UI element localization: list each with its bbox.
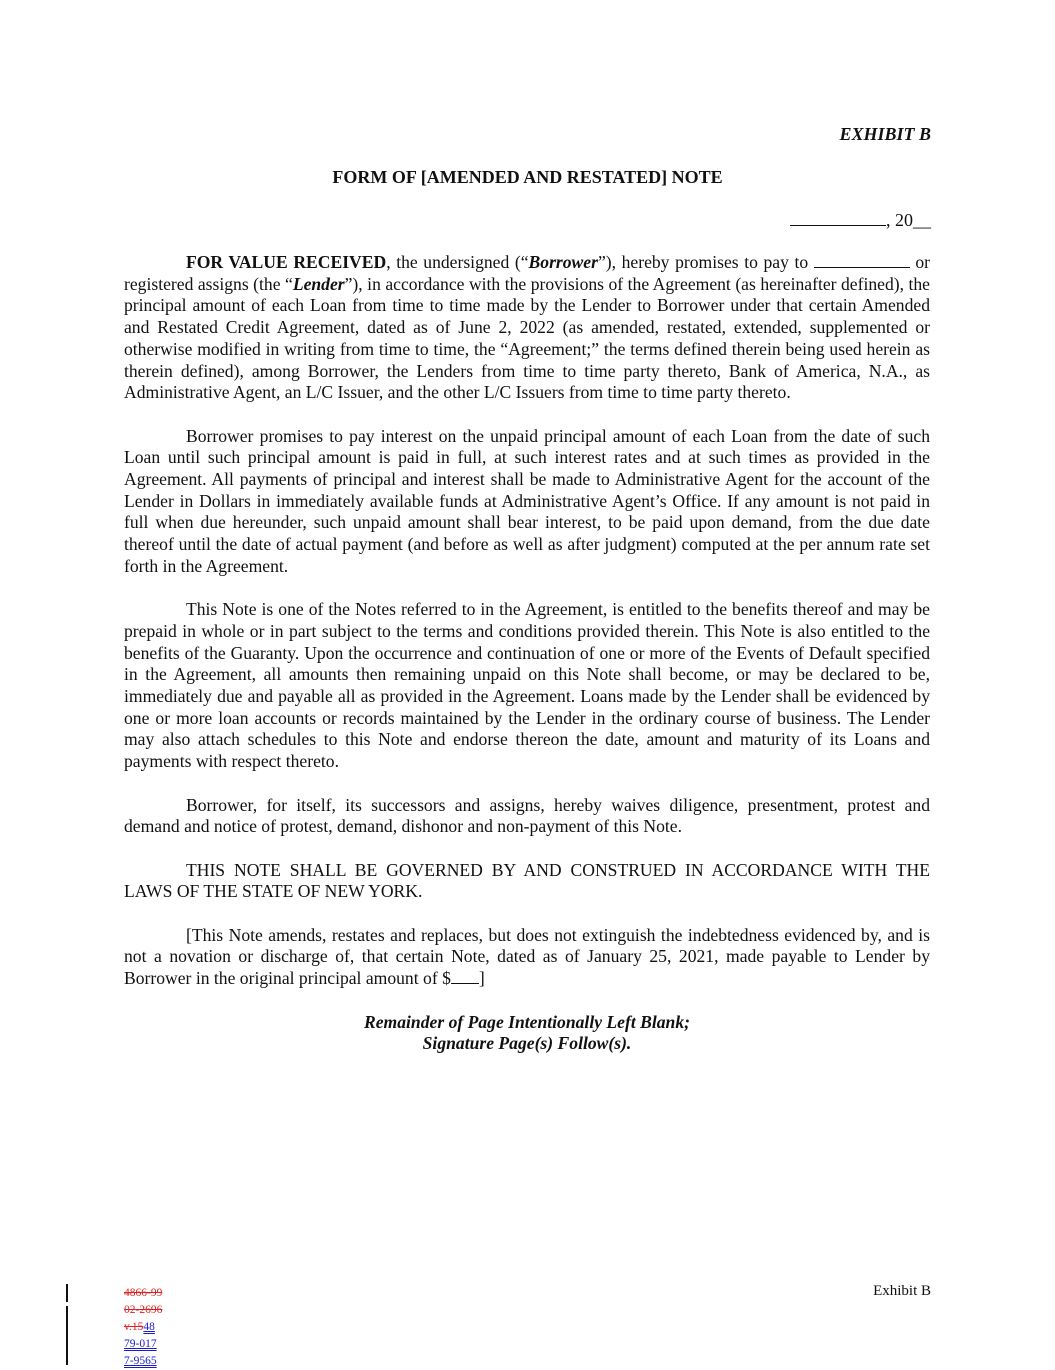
defined-term-borrower: Borrower [528, 252, 598, 272]
lender-blank [814, 252, 910, 268]
text-segment: ”), in accordance with the provisions of the Agreement (as hereinafter defined), the principal amount of each Loan from time to time made by the Lender to Borrower under that certain Amended and Restated Credit Agreement, dated as of June 2, 2022 (as amended, restated, extended, supplemented or otherwise modified in writing from time to time, the “Agreement;” the terms defined therein being used herein as therein defined), among Borrower, the Lenders from time to time party thereto, Bank of America, N.A., as Administrative Agent, an L/C Issuer, and the other L/C Issuers from time to time party thereto. [124, 273, 930, 403]
docid-deleted: 4866-99 [124, 1287, 163, 1299]
paragraph-interest: Borrower promises to pay interest on the unpaid principal amount of each Loan from the date of such Loan until such principal amount is paid in full, at such interest rates and at such times as provided in the Agreement. All payments of principal and interest shall be made to Administrative Agent for the account of the Lender in Dollars in immediately available funds at Administrative Agent’s Office. If any amount is not paid in full when due hereunder, such unpaid amount shall bear interest, to be paid upon demand, from the due date thereof until the date of actual payment (and before as well as after judgment) computed at the per annum rate set forth in the Agreement. [124, 425, 930, 576]
footer-page-label: Exhibit B [873, 1283, 931, 1299]
text-segment: or registered assigns (the “ [124, 252, 930, 294]
defined-term-lender: Lender [292, 273, 345, 294]
change-bar [66, 1306, 68, 1365]
date-blank [790, 210, 886, 226]
closing-line-1: Remainder of Page Intentionally Left Blank; [364, 1011, 690, 1032]
docid-inserted: 48 [143, 1321, 155, 1333]
document-title: FORM OF [AMENDED AND RESTATED] NOTE [332, 167, 723, 187]
text-segment: , the undersigned (“ [386, 252, 529, 272]
paragraph-amendment [124, 925, 930, 990]
paragraph-notes: This Note is one of the Notes referred to in the Agreement, is entitled to the benefits thereof and may be prepaid in whole or in part subject to the terms and conditions provided therein. This Note is also entitled to the benefits of the Guaranty. Upon the occurrence and continuation of one or more of the Events of Default specified in the Agreement, all amounts then remaining unpaid on this Note shall become, or may be declared to be, immediately due and payable all as provided in the Agreement. Loans made by the Lender shall be evidenced by one or more loan accounts or records maintained by the Lender in the ordinary course of business. The Lender may also attach schedules to this Note and endorse thereon the date, amount and maturity of its Loans and payments with respect thereto. [124, 599, 930, 772]
paragraph-governing-law: THIS NOTE SHALL BE GOVERNED BY AND CONSTRUED IN ACCORDANCE WITH THE LAWS OF THE STATE OF NEW YORK. [124, 859, 930, 902]
closing-note [124, 1012, 930, 1055]
document-id [124, 1285, 162, 1370]
docid-inserted: 79-017 [124, 1338, 157, 1350]
note-body [124, 252, 930, 1055]
date-year: , 20__ [886, 210, 931, 230]
exhibit-label: EXHIBIT B [839, 124, 931, 144]
docid-inserted: 7-9565 [124, 1355, 157, 1367]
lead-bold: FOR VALUE RECEIVED [186, 252, 387, 272]
closing-line-2: Signature Page(s) Follow(s). [422, 1033, 632, 1054]
amount-blank [451, 968, 479, 984]
text-segment: [This Note amends, restates and replaces, but does not extinguish the indebtedness evidenced by, and is not a novation or discharge of, that certain Note, dated as of January 25, 2021, made payable to Lender by Borrower in the original principal amount of $ [124, 924, 930, 989]
date-line [790, 210, 931, 231]
change-bar [66, 1284, 68, 1302]
docid-deleted: 02-2696 [124, 1304, 163, 1316]
paragraph-value-received [124, 252, 930, 404]
text-segment: ”), hereby promises to pay to [597, 252, 814, 272]
paragraph-waiver: Borrower, for itself, its successors and assigns, hereby waives diligence, presentment, protest and demand and notice of protest, demand, dishonor and non-payment of this Note. [124, 794, 930, 837]
text-segment: ] [478, 968, 485, 989]
docid-deleted: v.15 [124, 1321, 144, 1333]
